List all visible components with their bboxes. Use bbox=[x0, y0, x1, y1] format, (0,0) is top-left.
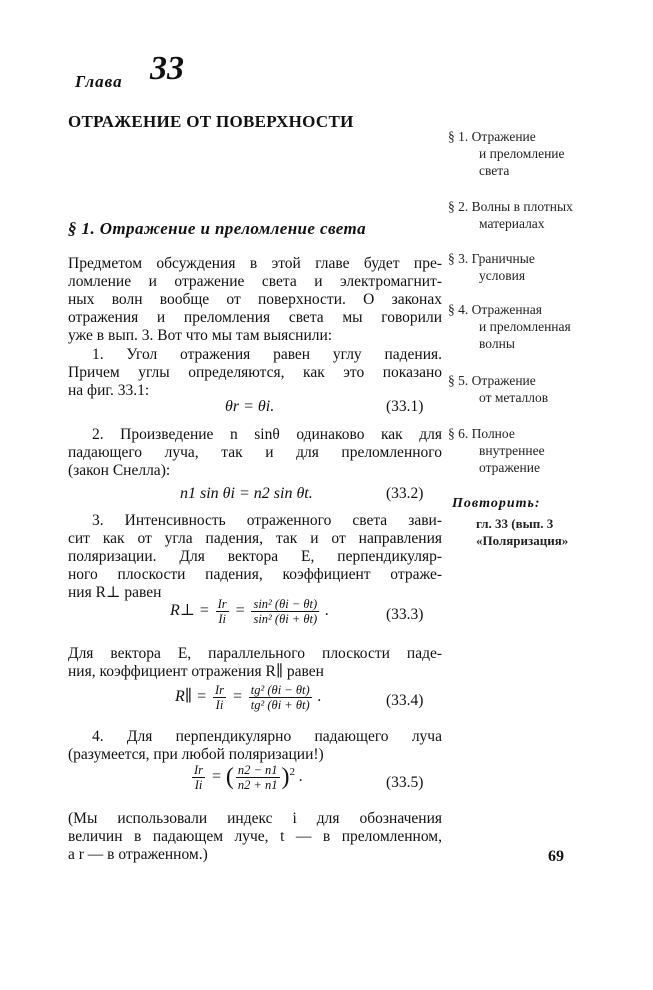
fraction-numerator: Ir bbox=[194, 763, 204, 777]
sidebar-item-line: и преломленная bbox=[479, 319, 571, 334]
sidebar-item-line: волны bbox=[479, 336, 515, 351]
body-line: ных волн вообще от поверхности. О законах bbox=[68, 291, 442, 308]
body-line: Предметом обсуждения в этой главе будет пре- bbox=[68, 255, 442, 272]
body-line: ния R⊥ равен bbox=[68, 584, 162, 601]
sidebar-item bbox=[448, 301, 571, 352]
sidebar-item bbox=[448, 128, 565, 179]
body-line: 3. Интенсивность отраженного света зави- bbox=[92, 512, 442, 529]
body-line: ного плоскости падения, коэффициент отраже- bbox=[68, 566, 442, 583]
repeat-line: «Поляризация» bbox=[476, 533, 569, 548]
sidebar-item-number: § 1. bbox=[448, 129, 469, 144]
ratio-fraction bbox=[192, 763, 205, 792]
equation-33-3: R⊥ = $\frac{Ir}{Ii}$ = $\frac{\text{sin² (θi − θt)}}{\text{sin² (θi + θt)}}$ . bbox=[170, 597, 330, 626]
equation-number: (33.3) bbox=[386, 606, 424, 623]
body-line: на фиг. 33.1: bbox=[68, 382, 150, 399]
body-line: 2. Произведение n sinθ одинаково как для bbox=[92, 426, 442, 443]
sidebar-item bbox=[448, 250, 535, 284]
sidebar-item-line: материалах bbox=[479, 216, 545, 231]
sidebar-item-line: Отражение bbox=[471, 129, 536, 144]
fraction-denominator: Ii bbox=[194, 778, 203, 792]
equation-lhs: R⊥ = bbox=[170, 602, 210, 620]
equation-33-4: R∥ = $\frac{Ir}{Ii}$ = $\frac{\text{tg² (θi − θt)}}{\text{tg² (θi + θt)}}$ . bbox=[175, 683, 322, 712]
body-line: падающего луча, так и для преломленного bbox=[68, 444, 442, 461]
fraction-denominator: tg² (θi + θt) bbox=[250, 698, 310, 712]
equation-33-5: $\frac{Ir}{Ii}$ = ( $\frac{n2 - n1}{n2 + n1}$ )$^2$ . bbox=[194, 763, 304, 792]
sidebar-item-line: Полное bbox=[471, 426, 515, 441]
sidebar-item bbox=[448, 372, 548, 406]
equation-33-2 bbox=[180, 485, 313, 503]
chapter-label: Глава bbox=[75, 72, 123, 91]
equation-number: (33.5) bbox=[386, 774, 424, 791]
sine-fraction bbox=[251, 597, 319, 626]
body-line: уже в вып. 3. Вот что мы там выяснили: bbox=[68, 327, 333, 344]
ratio-fraction bbox=[216, 597, 229, 626]
sidebar-item-line: условия bbox=[479, 268, 526, 283]
repeat-line: гл. 33 (вып. 3 bbox=[476, 516, 554, 531]
fraction-denominator: Ii bbox=[218, 612, 226, 626]
body-line: ломление и отражение света и электромагнит- bbox=[68, 273, 442, 290]
fraction-denominator: Ii bbox=[215, 698, 224, 712]
sidebar-item-line: от металлов bbox=[479, 390, 549, 405]
repeat-references bbox=[476, 515, 568, 549]
body-line: отражения и преломления света мы говорили bbox=[68, 309, 442, 326]
sidebar-item-line: и преломление bbox=[479, 146, 565, 161]
body-line: Причем углы определяются, как это показано bbox=[68, 364, 442, 381]
sidebar-item-line: отражение bbox=[479, 460, 540, 475]
sidebar-item-line: внутреннее bbox=[479, 443, 545, 458]
sidebar-item-number: § 2. bbox=[448, 199, 469, 214]
body-line: а r — в отраженном.) bbox=[68, 846, 208, 863]
body-line: (закон Снелла): bbox=[68, 462, 171, 479]
equation-lhs: R∥ = bbox=[175, 688, 207, 706]
sidebar-item bbox=[448, 198, 573, 232]
chapter-number: 33 bbox=[150, 50, 184, 87]
equation-33-1 bbox=[225, 398, 274, 416]
section-title: § 1. Отражение и преломление света bbox=[68, 219, 366, 238]
equation-content: n1 sin θi = n2 sin θt. bbox=[180, 485, 313, 502]
ratio-fraction bbox=[213, 683, 226, 712]
fraction-numerator: tg² (θi − θt) bbox=[250, 683, 310, 697]
sidebar-item bbox=[448, 425, 545, 476]
body-line: величин в падающем луче, t — в преломленном, bbox=[68, 828, 442, 845]
repeat-label: Повторить: bbox=[452, 496, 541, 511]
body-line: сит как от угла падения, так и от направления bbox=[68, 530, 442, 547]
body-line: Для вектора E, параллельного плоскости паде- bbox=[68, 645, 442, 662]
sidebar-item-line: Отраженная bbox=[471, 302, 542, 317]
body-line: 1. Угол отражения равен углу падения. bbox=[92, 346, 442, 363]
body-line: 4. Для перпендикулярно падающего луча bbox=[92, 728, 442, 745]
body-line: поляризации. Для вектора E, перпендикуляр- bbox=[68, 548, 442, 565]
sidebar-item-line: света bbox=[479, 163, 510, 178]
sidebar-item-number: § 4. bbox=[448, 302, 469, 317]
chapter-title: ОТРАЖЕНИЕ ОТ ПОВЕРХНОСТИ bbox=[68, 112, 354, 131]
fraction-denominator: n2 + n1 bbox=[237, 778, 278, 792]
equation-number: (33.4) bbox=[386, 692, 424, 709]
fraction-denominator: sin² (θi + θt) bbox=[253, 612, 318, 626]
fraction-numerator: Ir bbox=[214, 683, 224, 697]
sidebar-item-number: § 3. bbox=[448, 251, 469, 266]
body-line: (Мы использовали индекс i для обозначения bbox=[68, 810, 442, 827]
page-number: 69 bbox=[548, 848, 564, 865]
fraction-numerator: Ir bbox=[217, 597, 227, 611]
sidebar-item-line: Отражение bbox=[471, 373, 536, 388]
sidebar-item-line: Граничные bbox=[471, 251, 535, 266]
fraction-numerator: n2 − n1 bbox=[237, 763, 278, 777]
equation-number: (33.2) bbox=[386, 485, 424, 502]
fraction-numerator: sin² (θi − θt) bbox=[253, 597, 318, 611]
index-fraction bbox=[236, 763, 280, 792]
body-line: (разумеется, при любой поляризации!) bbox=[68, 746, 324, 763]
body-line: ния, коэффициент отражения R∥ равен bbox=[68, 663, 324, 680]
equation-content: θr = θi. bbox=[225, 398, 275, 415]
equation-number: (33.1) bbox=[386, 398, 424, 415]
sidebar-item-line: Волны в плотных bbox=[471, 199, 573, 214]
sidebar-item-number: § 5. bbox=[448, 373, 469, 388]
tangent-fraction bbox=[249, 683, 312, 712]
sidebar-item-number: § 6. bbox=[448, 426, 469, 441]
